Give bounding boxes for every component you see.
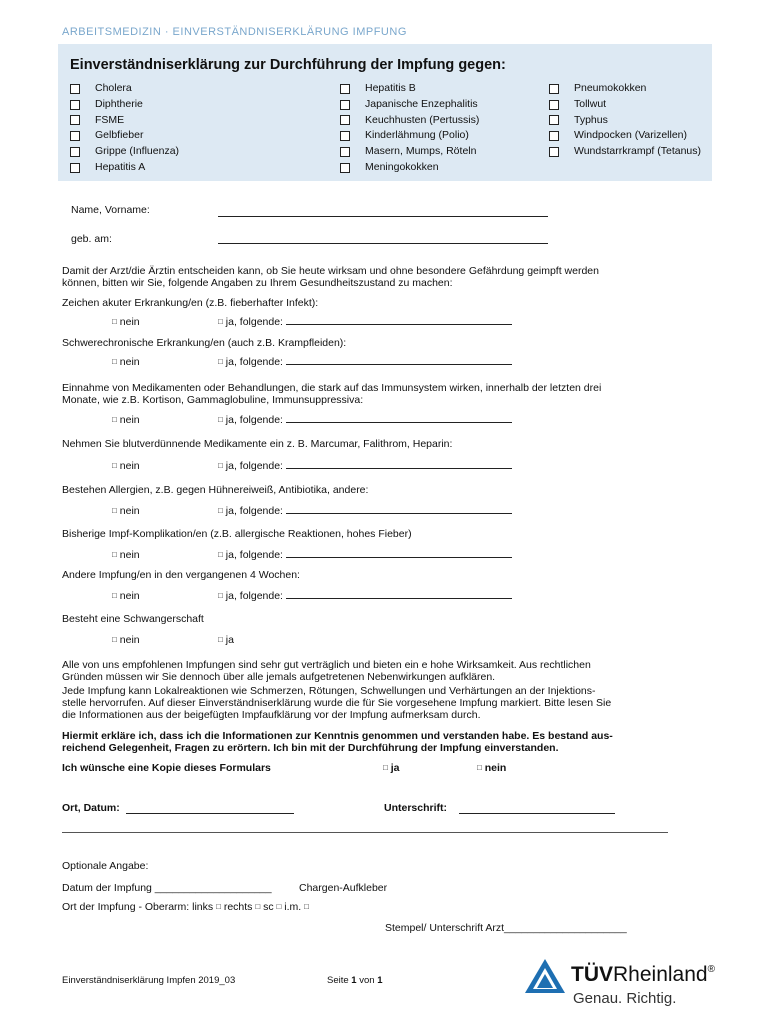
question-text: Besteht eine Schwangerschaft — [62, 613, 204, 625]
vaccine-label: Grippe (Influenza) — [95, 145, 180, 158]
vaccine-option[interactable] — [70, 144, 179, 160]
checkbox-icon: □ — [112, 550, 117, 559]
checkbox[interactable] — [340, 131, 350, 141]
answer-yes[interactable]: □ ja, folgende: — [218, 316, 512, 328]
vaccine-option[interactable] — [549, 113, 701, 129]
checkbox-icon: □ — [218, 635, 223, 644]
question-text: Andere Impfung/en in den vergangenen 4 Wochen: — [62, 569, 300, 581]
vaccine-label: Diphtherie — [95, 97, 143, 110]
vaccine-option[interactable] — [549, 144, 701, 160]
answer-no[interactable]: □ nein — [112, 634, 140, 646]
vaccine-option[interactable] — [340, 160, 479, 176]
vaccine-label: Gelbfieber — [95, 129, 144, 142]
question-text: Bisherige Impf-Komplikation/en (z.B. allergische Reaktionen, hohes Fieber) — [62, 528, 412, 540]
info-line: die Informationen aus der beigefügten Impfaufklärung vor der Impfung aufmerksam durch. — [62, 709, 481, 721]
question-text: Bestehen Allergien, z.B. gegen Hühnereiweiß, Antibiotika, andere: — [62, 484, 369, 496]
checkbox[interactable] — [340, 84, 350, 94]
site-sc-label: sc — [263, 901, 274, 913]
stamp-signature-field[interactable]: Stempel/ Unterschrift Arzt_____________________ — [385, 922, 627, 934]
vaccine-column-2 — [340, 81, 479, 176]
checkbox-trailing[interactable]: □ — [304, 902, 309, 911]
checkbox[interactable] — [70, 84, 80, 94]
optional-title: Optionale Angabe: — [62, 860, 149, 872]
checkbox-icon: □ — [112, 415, 117, 424]
checkbox-icon: □ — [477, 763, 482, 772]
injection-site-label: Ort der Impfung - Oberarm: links — [62, 901, 214, 913]
info-line: Jede Impfung kann Lokalreaktionen wie Schmerzen, Rötungen, Schwellungen und Verhärtungen an der Injektions- — [62, 685, 596, 697]
copy-request-label: Ich wünsche eine Kopie dieses Formulars — [62, 762, 271, 774]
info-line: Alle von uns empfohlenen Impfungen sind sehr gut verträglich und bieten ein e hohe Wirksamkeit. Aus rechtlichen — [62, 659, 591, 671]
checkbox[interactable] — [340, 115, 350, 125]
answer-yes[interactable]: □ ja, folgende: — [218, 505, 512, 517]
details-field[interactable] — [286, 513, 512, 514]
checkbox-im[interactable]: □ — [276, 902, 282, 911]
checkbox[interactable] — [549, 100, 559, 110]
checkbox[interactable] — [70, 100, 80, 110]
checkbox-icon: □ — [218, 591, 223, 600]
answer-yes[interactable]: □ ja, folgende: — [218, 549, 512, 561]
checkbox[interactable] — [340, 163, 350, 173]
checkbox[interactable] — [340, 147, 350, 157]
checkbox-icon: □ — [112, 635, 117, 644]
checkbox-icon: □ — [218, 415, 223, 424]
answer-no[interactable]: □ nein — [112, 356, 140, 368]
declaration-line: Hiermit erkläre ich, dass ich die Informationen zur Kenntnis genommen und verstanden habe. Es bestand aus- — [62, 730, 613, 742]
vaccine-column-3 — [549, 81, 701, 160]
question-text: Monate, wie z.B. Kortison, Gammaglobuline, Immunsuppressiva: — [62, 394, 364, 406]
answer-yes[interactable]: □ ja, folgende: — [218, 590, 512, 602]
copy-yes-option[interactable]: □ ja — [383, 762, 400, 774]
checkbox-icon: □ — [218, 357, 223, 366]
vaccine-label: Hepatitis A — [95, 160, 146, 173]
checkbox-icon: □ — [218, 461, 223, 470]
checkbox[interactable] — [70, 147, 80, 157]
question-text: Zeichen akuter Erkrankung/en (z.B. fieberhafter Infekt): — [62, 297, 319, 309]
checkbox-sc[interactable]: □ — [255, 902, 261, 911]
checkbox-icon: □ — [112, 357, 117, 366]
vaccine-option[interactable] — [340, 97, 479, 113]
form-title: Einverständniserklärung zur Durchführung der Impfung gegen: — [70, 57, 506, 73]
vaccine-label: FSME — [95, 113, 125, 126]
footer-page-number: Seite 1 von 1 — [327, 975, 383, 986]
details-field[interactable] — [286, 598, 512, 599]
checkbox[interactable] — [549, 84, 559, 94]
checkbox-icon: □ — [218, 550, 223, 559]
site-right-label: rechts — [223, 901, 253, 913]
declaration-line: reichend Gelegenheit, Fragen zu erörtern. Ich bin mit der Durchführung der Impfung einverstanden. — [62, 742, 559, 754]
checkbox[interactable] — [549, 131, 559, 141]
checkbox[interactable] — [70, 115, 80, 125]
details-field[interactable] — [286, 557, 512, 558]
vaccine-option[interactable] — [340, 144, 479, 160]
details-field[interactable] — [286, 324, 512, 325]
vaccine-option[interactable] — [340, 81, 479, 97]
tuv-brand-name: TÜVRheinland® — [571, 963, 715, 986]
checkbox[interactable] — [70, 163, 80, 173]
checkbox-icon: □ — [112, 591, 117, 600]
checkbox[interactable] — [549, 115, 559, 125]
dob-label: geb. am: — [71, 233, 112, 245]
vaccine-label: Hepatitis B — [365, 82, 416, 94]
separator-line — [62, 832, 668, 833]
footer-doc-id: Einverständniserklärung Impfen 2019_03 — [62, 975, 236, 986]
vaccine-label: Cholera — [95, 82, 132, 94]
vaccine-option[interactable] — [340, 113, 479, 129]
vaccine-label: Japanische Enzephalitis — [365, 97, 478, 110]
question-text: Schwerechronische Erkrankung/en (auch z.B. Krampfleiden): — [62, 337, 347, 349]
answer-yes[interactable]: □ ja, folgende: — [218, 414, 512, 426]
vaccine-column-1 — [70, 81, 179, 176]
vaccine-label: Kinderlähmung (Polio) — [365, 129, 469, 142]
answer-yes[interactable]: □ ja, folgende: — [218, 460, 512, 472]
signature-field[interactable] — [459, 813, 615, 814]
intro-line: können, bitten wir Sie, folgende Angaben zu Ihrem Gesundheitszustand zu machen: — [62, 277, 453, 289]
checkbox[interactable] — [340, 100, 350, 110]
answer-no[interactable]: □ nein — [112, 414, 140, 426]
checkbox-right[interactable]: □ — [216, 902, 221, 911]
vaccine-option[interactable] — [549, 97, 701, 113]
vaccine-option[interactable] — [70, 160, 179, 176]
vaccine-label: Masern, Mumps, Röteln — [365, 145, 477, 158]
answer-no[interactable]: □ nein — [112, 505, 140, 517]
signature-label: Unterschrift: — [384, 802, 448, 814]
vaccine-label: Pneumokokken — [574, 82, 647, 94]
checkbox-icon: □ — [112, 317, 117, 326]
vaccine-option[interactable] — [70, 81, 179, 97]
vaccine-option[interactable] — [549, 81, 701, 97]
tuv-tagline: Genau. Richtig. — [573, 990, 677, 1007]
batch-sticker-label: Chargen-Aufkleber — [299, 882, 388, 894]
question-text: Einnahme von Medikamenten oder Behandlungen, die stark auf das Immunsystem wirken, innerhalb der letzten drei — [62, 382, 602, 394]
injection-site-row — [62, 901, 309, 913]
answer-yes[interactable]: □ ja — [218, 634, 234, 646]
name-field[interactable] — [218, 216, 548, 217]
document-header: ARBEITSMEDIZIN · EINVERSTÄNDNISERKLÄRUNG IMPFUNG — [62, 26, 407, 38]
vaccine-label: Tollwut — [574, 97, 607, 110]
name-label: Name, Vorname: — [71, 204, 150, 216]
checkbox-icon: □ — [218, 317, 223, 326]
checkbox[interactable] — [549, 147, 559, 157]
vaccine-label: Windpocken (Varizellen) — [574, 129, 688, 142]
details-field[interactable] — [286, 468, 512, 469]
site-im-label: i.m. — [284, 901, 302, 913]
vaccine-label: Keuchhusten (Pertussis) — [365, 113, 480, 126]
vaccine-option[interactable] — [549, 128, 701, 144]
place-date-field[interactable] — [126, 813, 294, 814]
tuv-triangle-logo-icon — [524, 958, 566, 994]
checkbox-icon: □ — [218, 506, 223, 515]
intro-line: Damit der Arzt/die Ärztin entscheiden kann, ob Sie heute wirksam und ohne besondere Gefährdung geimpft werden — [62, 265, 599, 277]
details-field[interactable] — [286, 364, 512, 365]
checkbox-icon: □ — [383, 763, 388, 772]
checkbox-icon: □ — [112, 506, 117, 515]
answer-no[interactable]: □ nein — [112, 590, 140, 602]
answer-yes[interactable]: □ ja, folgende: — [218, 356, 512, 368]
answer-no[interactable]: □ nein — [112, 549, 140, 561]
info-line: stelle hervorrufen. Auf dieser Einverständniserklärung wurde die für Sie vorgesehene Impfung markiert. Bitte lesen Sie — [62, 697, 612, 709]
dob-field[interactable] — [218, 243, 548, 244]
checkbox[interactable] — [70, 131, 80, 141]
question-text: Nehmen Sie blutverdünnende Medikamente ein z. B. Marcumar, Falithrom, Heparin: — [62, 438, 453, 450]
copy-no-option[interactable]: □ nein — [477, 762, 507, 774]
vaccine-label: Wundstarrkrampf (Tetanus) — [574, 145, 702, 158]
checkbox-icon: □ — [112, 461, 117, 470]
details-field[interactable] — [286, 422, 512, 423]
vaccine-label: Meningokokken — [365, 160, 439, 173]
place-date-label: Ort, Datum: — [62, 802, 120, 814]
answer-no[interactable]: □ nein — [112, 460, 140, 472]
vaccine-option[interactable] — [70, 97, 179, 113]
vaccine-option[interactable] — [340, 128, 479, 144]
vaccine-option[interactable] — [70, 128, 179, 144]
info-line: Gründen müssen wir Sie dennoch über alle jemals aufgetretenen Nebenwirkungen aufklären. — [62, 671, 496, 683]
vaccine-option[interactable] — [70, 113, 179, 129]
answer-no[interactable]: □ nein — [112, 316, 140, 328]
vaccination-date-field[interactable]: Datum der Impfung ____________________ — [62, 882, 272, 894]
vaccine-label: Typhus — [574, 113, 608, 126]
